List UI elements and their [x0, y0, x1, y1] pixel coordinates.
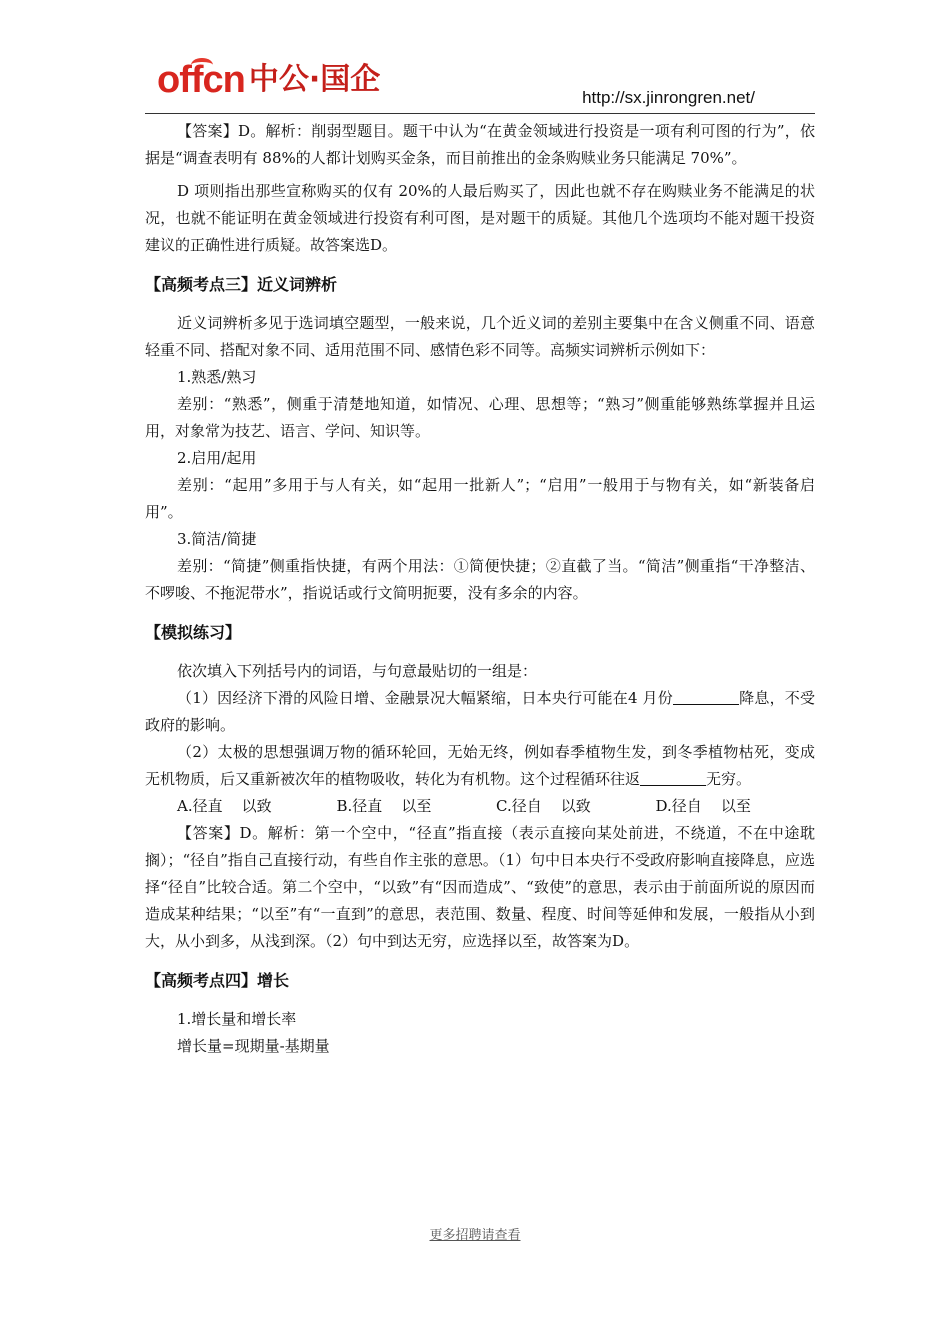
synonym-intro: 近义词辨析多见于选词填空题型，一般来说，几个近义词的差别主要集中在含义侧重不同、语意轻重不同、搭配对象不同、适用范围不同、感情色彩不同等。高频实词辨析示例如下：: [145, 314, 815, 359]
item-1-title: 1.熟悉/熟习: [177, 368, 257, 386]
analysis-paragraph-2: D 项则指出那些宣称购买的仅有 20%的人最后购买了，因此也就不存在购赎业务不能满足的状况，也就不能证明在黄金领域进行投资有利可图，是对题干的质疑。其他几个选项均不能对题干投资建议的正确性进行质疑。故答案选D。: [145, 182, 815, 254]
option-b: B.径直 以至: [336, 797, 432, 815]
page-header: [145, 56, 815, 114]
option-a: A.径直 以致: [177, 797, 272, 815]
answer-paragraph-1: 【答案】D。解析：削弱型题目。题干中认为“在黄金领域进行投资是一项有利可图的行为”，依据是“调查表明有 88%的人都计划购买金条，而目前推出的金条购赎业务只能满足 70%”。: [145, 122, 815, 167]
item-3-desc: 差别：“简捷”侧重指快捷，有两个用法：①简便快捷；②直截了当。“简洁”侧重指“干净整洁、不啰唆、不拖泥带水”，指说话或行文简明扼要，没有多余的内容。: [145, 557, 815, 602]
logo-cn-text: 中公·国企: [248, 62, 381, 97]
question-intro: 依次填入下列括号内的词语，与句意最贴切的一组是：: [177, 662, 538, 680]
item-2-desc: 差别：“起用”多用于与人有关，如“起用一批新人”；“启用”一般用于与物有关，如“新装备启用”。: [145, 476, 815, 521]
logo-offcn-text: offcn: [157, 59, 245, 101]
page-footer: [0, 1224, 950, 1243]
question-2: （2）太极的思想强调万物的循环轮回，无始无终，例如春季植物生发，到冬季植物枯死，变成无机物质，后又重新被次年的植物吸收，转化为有机物。这个过程循环往返 无穷。: [145, 743, 815, 788]
answer-options: [145, 793, 815, 820]
fill-blank: [673, 688, 739, 705]
growth-subtitle: 1.增长量和增长率: [177, 1010, 297, 1028]
fill-blank: [640, 769, 706, 786]
document-body: [145, 118, 815, 1060]
option-d: D.径自 以至: [655, 797, 751, 815]
practice-answer: 【答案】D。解析：第一个空中，“径直”指直接（表示直接向某处前进，不绕道，不在中途耽搁）；“径自”指自己直接行动，有些自作主张的意思。（1）句中日本央行不受政府影响直接降息，应选择“径自”比较合适。第二个空中，“以致”有“因而造成”、“致使”的意思，表示由于前面所说的原因而造成某种结果；“以至”有“一直到”的意思，表范围、数量、程度、时间等延伸和发展，一般指从小到大，从小到多，从浅到深。（2）句中到达无穷，应选择以至，故答案为D。: [145, 824, 815, 950]
option-c: C.径自 以致: [496, 797, 591, 815]
item-2-title: 2.启用/起用: [177, 449, 257, 467]
footer-link[interactable]: 更多招聘请查看: [429, 1228, 521, 1243]
section-heading-practice: 【模拟练习】: [145, 623, 242, 642]
section-heading-3: 【高频考点三】近义词辨析: [145, 275, 338, 294]
item-1-desc: 差别：“熟悉”，侧重于清楚地知道，如情况、心理、思想等；“熟习”侧重能够熟练掌握并且运用，对象常为技艺、语言、学问、知识等。: [145, 395, 815, 440]
header-divider: [145, 113, 815, 114]
question-1: （1）因经济下滑的风险日增、金融景况大幅紧缩，日本央行可能在4 月份 降息，不受政府的影响。: [145, 689, 815, 734]
logo-swoosh-icon: [191, 58, 213, 72]
growth-formula: 增长量=现期量-基期量: [177, 1037, 330, 1055]
offcn-logo: [157, 58, 380, 102]
header-url[interactable]: http://sx.jinrongren.net/: [582, 88, 755, 107]
item-3-title: 3.简洁/简捷: [177, 530, 257, 548]
section-heading-4: 【高频考点四】增长: [145, 971, 290, 990]
